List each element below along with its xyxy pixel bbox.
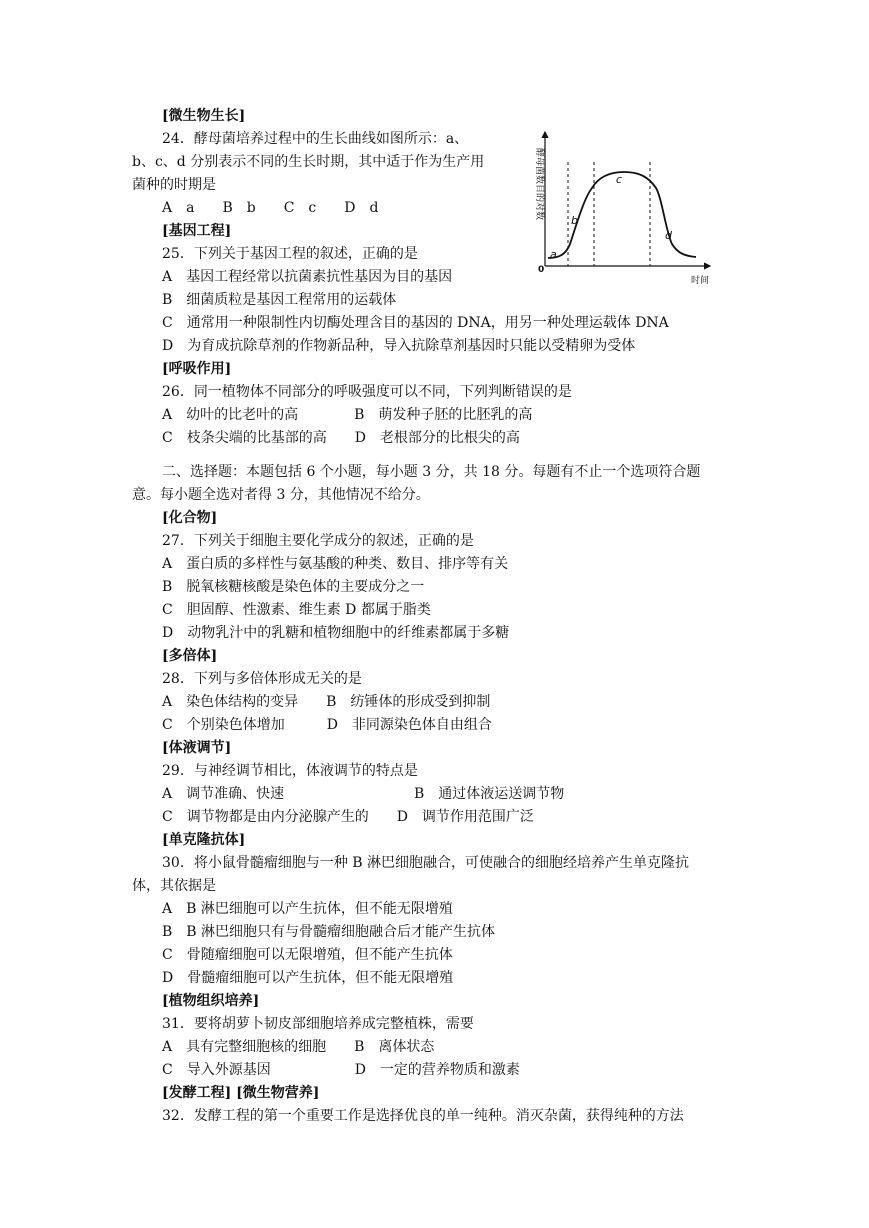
y-axis-label: 酵母菌数目的对数 bbox=[534, 148, 544, 221]
section-heading: [植物组织培养] bbox=[162, 993, 260, 1009]
text-line: 31．要将胡萝卜韧皮部细胞培养成完整植株，需要 bbox=[162, 1016, 474, 1032]
section-heading: [基因工程] bbox=[162, 223, 232, 239]
text-line: C 个别染色体增加 D 非同源染色体自由组合 bbox=[162, 717, 492, 733]
text-line: 意。每小题全选对者得 3 分，其他情况不给分。 bbox=[132, 487, 430, 503]
text-line: 体，其依据是 bbox=[132, 878, 216, 894]
text-line: C 骨随瘤细胞可以无限增殖，但不能产生抗体 bbox=[162, 947, 453, 963]
text-line: 27．下列关于细胞主要化学成分的叙述，正确的是 bbox=[162, 533, 474, 549]
origin-label: 0 bbox=[538, 265, 545, 275]
section-heading: [体液调节] bbox=[162, 740, 232, 756]
text-line: A 幼叶的比老叶的高 B 萌发种子胚的比胚乳的高 bbox=[162, 407, 533, 423]
text-line: 29．与神经调节相比，体液调节的特点是 bbox=[162, 763, 418, 779]
text-line: 菌种的时期是 bbox=[132, 177, 216, 193]
text-line: C 胆固醇、性激素、维生素 D 都属于脂类 bbox=[162, 602, 431, 618]
x-axis-label: 时间 bbox=[691, 276, 710, 286]
text-line: A 基因工程经常以抗菌素抗性基因为目的基因 bbox=[162, 269, 453, 285]
text-line: B 脱氧核糖核酸是染色体的主要成分之一 bbox=[162, 579, 425, 595]
text-line: 28．下列与多倍体形成无关的是 bbox=[162, 671, 362, 687]
text-line: B 细菌质粒是基因工程常用的运载体 bbox=[162, 292, 397, 308]
text-line: C 通常用一种限制性内切酶处理含目的基因的 DNA，用另一种处理运载体 DNA bbox=[162, 315, 669, 331]
phase-label-b: b bbox=[571, 214, 578, 227]
text-line: A 具有完整细胞核的细胞 B 离体状态 bbox=[162, 1039, 435, 1055]
text-line: A 染色体结构的变异 B 纺锤体的形成受到抑制 bbox=[162, 694, 491, 710]
text-line: 32．发酵工程的第一个重要工作是选择优良的单一纯种。消灭杂菌，获得纯种的方法 bbox=[162, 1108, 684, 1124]
section-heading: [单克隆抗体] bbox=[162, 832, 246, 848]
text-line: 25．下列关于基因工程的叙述，正确的是 bbox=[162, 246, 418, 262]
phase-label-c: c bbox=[616, 173, 623, 186]
text-line: A B 淋巴细胞可以产生抗体，但不能无限增殖 bbox=[162, 901, 453, 917]
text-line: 30．将小鼠骨髓瘤细胞与一种 B 淋巴细胞融合，可使融合的细胞经培养产生单克隆抗 bbox=[162, 855, 690, 871]
text-line: C 调节物都是由内分泌腺产生的 D 调节作用范围广泛 bbox=[162, 809, 534, 825]
text-line: C 枝条尖端的比基部的高 D 老根部分的比根尖的高 bbox=[162, 430, 520, 446]
section-heading: [化合物] bbox=[162, 510, 218, 526]
text-line: D 动物乳汁中的乳糖和植物细胞中的纤维素都属于多糖 bbox=[162, 625, 510, 641]
text-line: 24．酵母菌培养过程中的生长曲线如图所示：a、 bbox=[162, 131, 469, 147]
text-line: 二、选择题：本题包括 6 个小题，每小题 3 分，共 18 分。每题有不止一个选项符合题 bbox=[162, 464, 701, 480]
text-line: A 调节准确、快速 bbox=[162, 786, 285, 802]
text-line: B B 淋巴细胞只有与骨髓瘤细胞融合后才能产生抗体 bbox=[162, 924, 496, 940]
text-line: b、c、d 分别表示不同的生长时期，其中适于作为生产用 bbox=[132, 154, 485, 170]
section-heading: [发酵工程] [微生物营养] bbox=[162, 1085, 320, 1101]
section-heading: [呼吸作用] bbox=[162, 361, 232, 377]
section-heading: [多倍体] bbox=[162, 648, 218, 664]
text-line: C 导入外源基因 D 一定的营养物质和激素 bbox=[162, 1062, 520, 1078]
text-line: A a B b C c D d bbox=[162, 200, 379, 216]
phase-label-a: a bbox=[550, 248, 557, 261]
phase-label-d: d bbox=[665, 229, 672, 242]
text-line: B 通过体液运送调节物 bbox=[414, 786, 565, 802]
text-line: A 蛋白质的多样性与氨基酸的种类、数目、排序等有关 bbox=[162, 556, 509, 572]
text-line: D 骨髓瘤细胞可以产生抗体，但不能无限增殖 bbox=[162, 970, 454, 986]
section-heading: [微生物生长] bbox=[162, 108, 246, 124]
text-line: D 为育成抗除草剂的作物新品种，导入抗除草剂基因时只能以受精卵为受体 bbox=[162, 338, 636, 354]
text-line: 26．同一植物体不同部分的呼吸强度可以不同，下列判断错误的是 bbox=[162, 384, 572, 400]
growth-curve-chart bbox=[528, 126, 718, 288]
